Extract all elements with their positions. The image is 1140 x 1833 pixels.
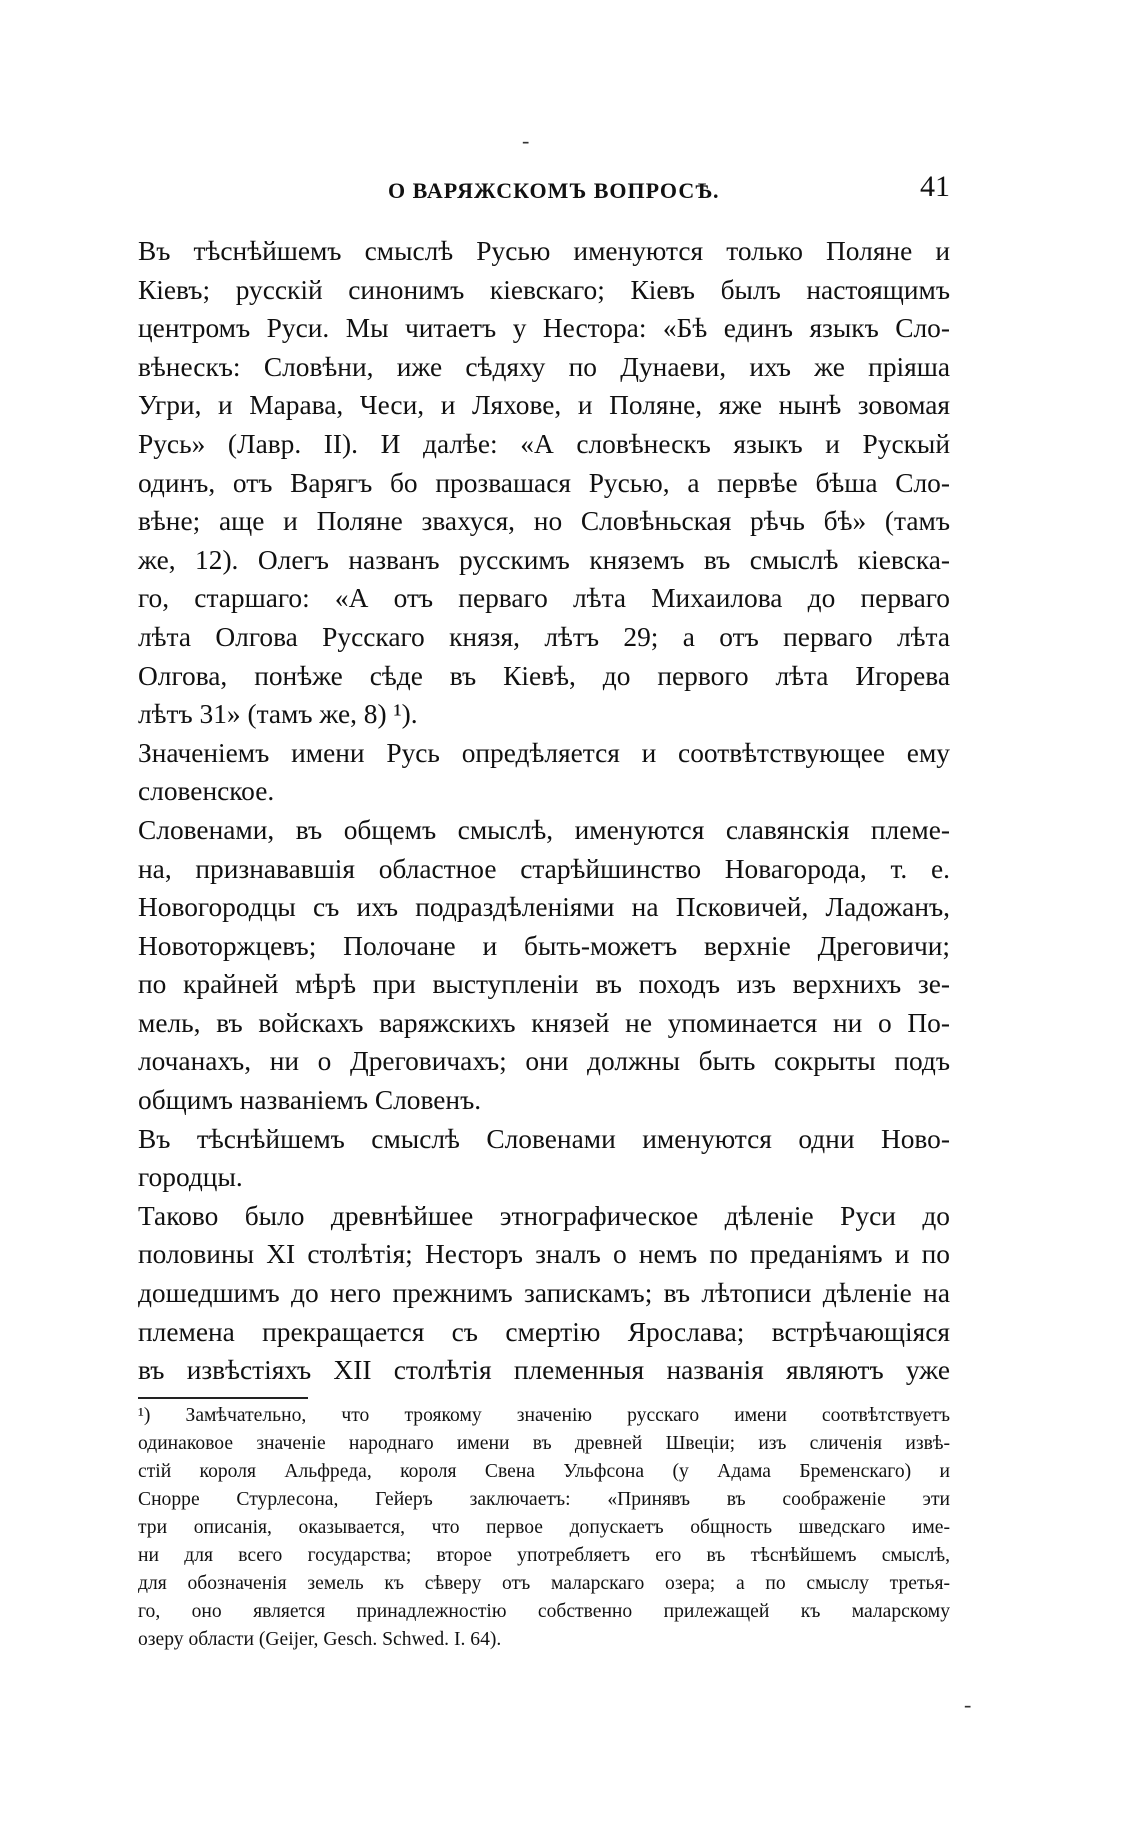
body-text xyxy=(138,232,950,1390)
text-line: лѣтъ 31» (тамъ же, 8) ¹). xyxy=(138,699,418,730)
text-line: Въ тѣснѣйшемъ смыслѣ Словенами именуются одни Ново- xyxy=(138,1123,950,1154)
text-line: центромъ Руси. Мы читаетъ у Нестора: «Бѣ единъ языкъ Сло- xyxy=(138,313,950,344)
text-line: Новогородцы съ ихъ подраздѣленіями на Псковичей, Ладожанъ, xyxy=(138,892,950,923)
page-number: 41 xyxy=(920,170,950,203)
text-line: городцы. xyxy=(138,1162,243,1193)
text-line: Значеніемъ имени Русь опредѣляется и соотвѣтствующее ему xyxy=(138,737,950,768)
text-line: по крайней мѣрѣ при выступленіи въ походъ изъ верхнихъ зе- xyxy=(138,969,950,1000)
text-line: на, признававшія областное старѣйшинство Новагорода, т. е. xyxy=(138,853,950,884)
footnote-line: го, оно является принадлежностію собственно прилежащей къ маларскому xyxy=(138,1601,950,1622)
text-line: дошедшимъ до него прежнимъ запискамъ; въ лѣтописи дѣленіе на xyxy=(138,1278,950,1309)
text-line: Словенами, въ общемъ смыслѣ, именуются славянскія племе- xyxy=(138,814,950,845)
footnote-line: одинаковое значеніе народнаго имени въ древней Швеціи; изъ сличенія извѣ- xyxy=(138,1433,950,1454)
text-line: вѣнескъ: Словѣни, иже сѣдяху по Дунаеви, ихъ же пріяша xyxy=(138,351,950,382)
text-line: мель, въ войскахъ варяжскихъ князей не упоминается ни о По- xyxy=(138,1007,950,1038)
text-line: лочанахъ, ни о Дреговичахъ; они должны быть сокрыты подъ xyxy=(138,1046,950,1077)
text-line: Въ тѣснѣйшемъ смыслѣ Русью именуются только Поляне и xyxy=(138,236,950,266)
text-line: лѣта Олгова Русскаго князя, лѣтъ 29; а отъ перваго лѣта xyxy=(138,621,950,652)
text-line: племена прекращается съ смертію Ярослава; встрѣчающіяся xyxy=(138,1316,950,1347)
text-line: Угри, и Марава, Чеси, и Ляхове, и Поляне, яже нынѣ зовомая xyxy=(138,390,950,421)
print-mark-bottom: - xyxy=(964,1692,972,1717)
text-line: го, старшаго: «А отъ перваго лѣта Михаилова до перваго xyxy=(138,583,950,614)
running-title: О ВАРЯЖСКОМЪ ВОПРОСѢ. xyxy=(388,178,720,203)
text-line: одинъ, отъ Варягъ бо прозвашася Русью, а первѣе бѣша Сло- xyxy=(138,467,950,498)
page-header xyxy=(138,168,950,218)
print-mark-top: - xyxy=(522,128,530,153)
text-line: Кіевъ; русскій синонимъ кіевскаго; Кіевъ былъ настоящимъ xyxy=(138,274,950,305)
text-line: вѣне; аще и Поляне звахуся, но Словѣньская рѣчь бѣ» (тамъ xyxy=(138,506,950,537)
footnote-line: три описанія, оказывается, что первое допускаетъ общность шведскаго име- xyxy=(138,1517,950,1538)
footnote-line: ¹) Замѣчательно, что троякому значенію русскаго имени соотвѣтствуетъ xyxy=(138,1405,950,1426)
text-line: общимъ названіемъ Словенъ. xyxy=(138,1085,482,1116)
text-line: половины XI столѣтія; Несторъ зналъ о немъ по преданіямъ и по xyxy=(138,1239,950,1270)
footnote-line: озеру области (Geijer, Gesch. Schwed. I. 64). xyxy=(138,1629,502,1650)
footnote xyxy=(138,1402,950,1654)
text-line: Таково было древнѣйшее этнографическое дѣленіе Руси до xyxy=(138,1200,950,1231)
footnote-line: стій короля Альфреда, короля Свена Ульфсона (у Адама Бременскаго) и xyxy=(138,1461,950,1482)
footnote-line: для обозначенія земель къ сѣверу отъ маларскаго озера; а по смыслу третья- xyxy=(138,1573,950,1594)
text-line: словенское. xyxy=(138,776,275,807)
text-line: Новоторжцевъ; Полочане и быть-можетъ верхніе Дреговичи; xyxy=(138,930,950,961)
footnote-line: Снорре Стурлесона, Гейеръ заключаетъ: «Принявъ въ соображеніе эти xyxy=(138,1489,950,1510)
text-line: въ извѣстіяхъ XII столѣтія племенныя названія являютъ уже xyxy=(138,1355,950,1386)
footnote-line: ни для всего государства; второе употребляетъ его въ тѣснѣйшемъ смыслѣ, xyxy=(138,1545,950,1566)
text-line: Олгова, понѣже сѣде въ Кіевѣ, до первого лѣта Игорева xyxy=(138,660,950,691)
text-line: Русь» (Лавр. II). И далѣе: «А словѣнескъ языкъ и Рускый xyxy=(138,428,950,459)
text-line: же, 12). Олегъ названъ русскимъ княземъ въ смыслѣ кіевска- xyxy=(138,544,950,575)
footnote-rule xyxy=(138,1397,308,1399)
